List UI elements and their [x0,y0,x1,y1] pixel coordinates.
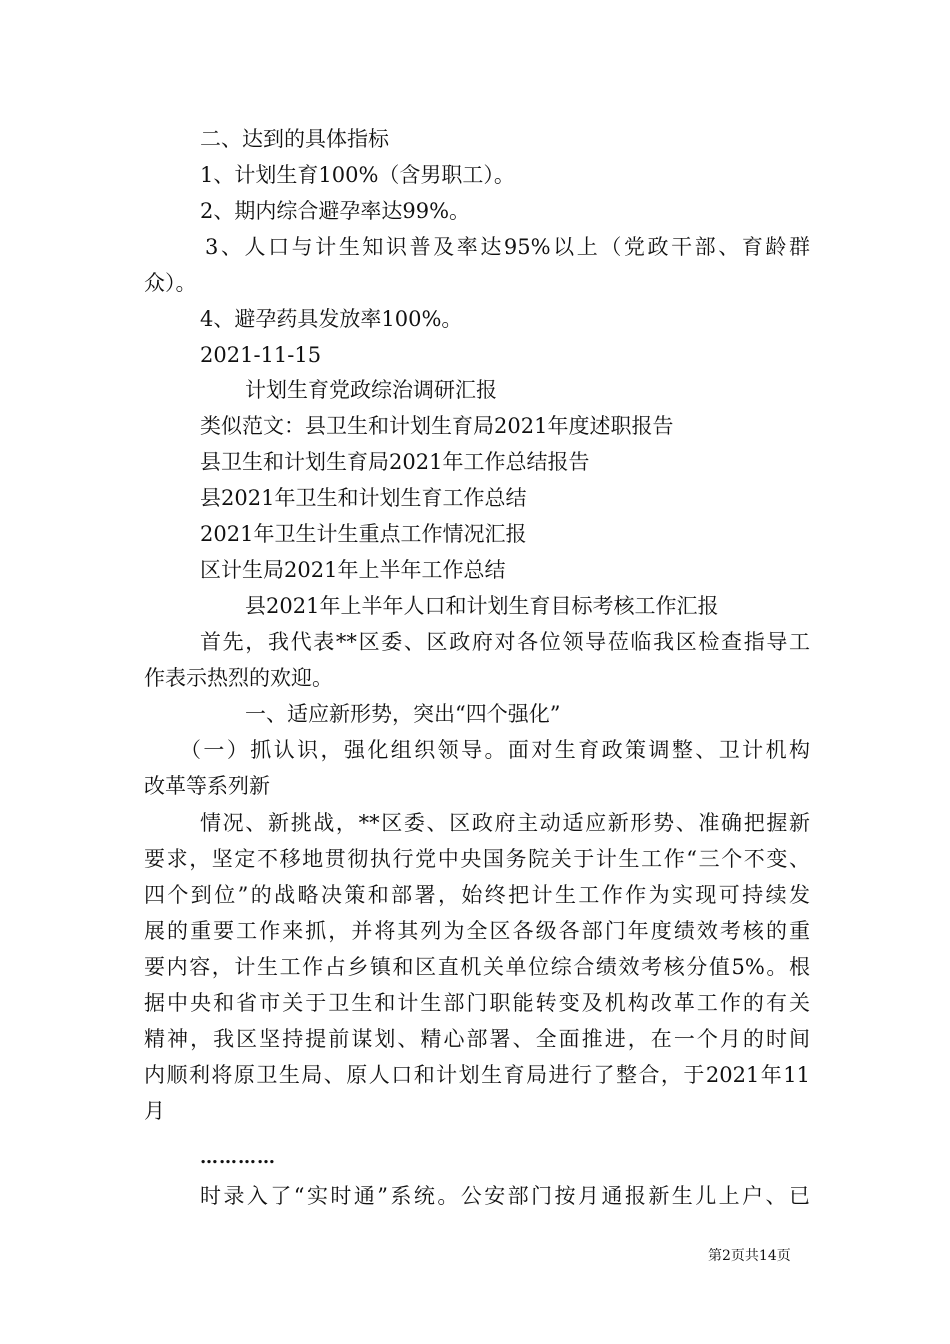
paragraph-line: 情况、新挑战，**区委、区政府主动适应新形势、准确把握新 [200,811,810,835]
section-heading: 一、适应新形势，突出“四个强化” [245,702,561,726]
doc-title: 计划生育党政综治调研汇报 [245,378,497,402]
list-item: 2、期内综合避孕率达99%。 [200,199,471,223]
page-number: 第2页共14页 [708,1248,791,1264]
related-article: 县2021年卫生和计划生育工作总结 [200,486,527,510]
paragraph-line: 据中央和省市关于卫生和计生部门职能转变及机构改革工作的有关 [144,991,810,1015]
related-article: 类似范文：县卫生和计划生育局2021年度述职报告 [200,414,674,438]
subsection-heading: （一）抓认识，强化组织领导。面对生育政策调整、卫计机构 [180,738,810,762]
list-item: 3、人口与计生知识普及率达95%以上（党政干部、育龄群 [205,235,810,259]
related-article: 区计生局2021年上半年工作总结 [200,558,506,582]
date: 2021-11-15 [200,343,322,367]
ellipsis: ………… [200,1147,276,1168]
paragraph-line: 月 [144,1099,165,1123]
paragraph-line: 要求，坚定不移地贯彻执行党中央国务院关于计生工作“三个不变、 [144,847,810,871]
paragraph-line: 时录入了“实时通”系统。公安部门按月通报新生儿上户、已 [200,1184,810,1208]
paragraph-line: 精神，我区坚持提前谋划、精心部署、全面推进，在一个月的时间 [144,1027,810,1051]
list-item: 1、计划生育100%（含男职工）。 [200,163,515,187]
section-heading: 二、达到的具体指标 [200,127,389,151]
paragraph-line: 首先，我代表**区委、区政府对各位领导莅临我区检查指导工 [200,630,810,654]
paragraph-line: 改革等系列新 [144,774,270,798]
paragraph-line: 展的重要工作来抓，并将其列为全区各级各部门年度绩效考核的重 [144,919,810,943]
list-item-cont: 众）。 [144,271,197,295]
list-item: 4、避孕药具发放率100%。 [200,307,463,331]
paragraph-line: 内顺利将原卫生局、原人口和计划生育局进行了整合，于2021年11 [144,1063,810,1087]
paragraph-line: 作表示热烈的欢迎。 [144,666,333,690]
related-article: 2021年卫生计生重点工作情况汇报 [200,522,527,546]
paragraph-line: 四个到位”的战略决策和部署，始终把计生工作作为实现可持续发 [144,883,810,907]
paragraph-line: 要内容，计生工作占乡镇和区直机关单位综合绩效考核分值5%。根 [144,955,810,979]
related-article: 县卫生和计划生育局2021年工作总结报告 [200,450,590,474]
doc-title: 县2021年上半年人口和计划生育目标考核工作汇报 [245,594,719,618]
